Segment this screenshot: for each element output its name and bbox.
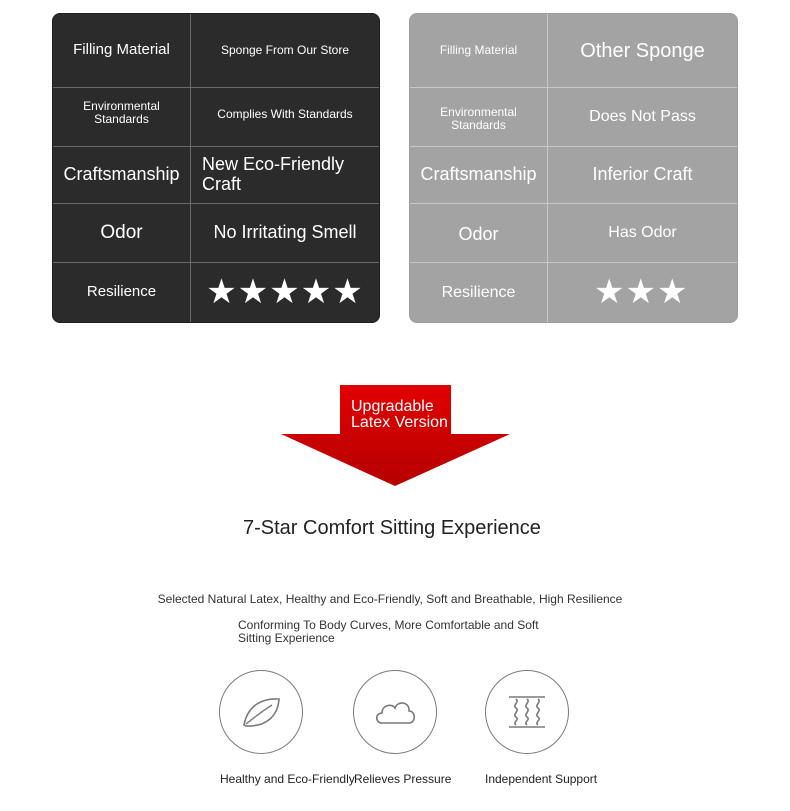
other-value-odor: Has Odor <box>548 204 737 263</box>
ours-label-odor: Odor <box>53 204 191 263</box>
feature-label-support: Independent Support <box>485 772 598 786</box>
ours-label-craftsmanship: Craftsmanship <box>53 147 191 204</box>
cloud-icon <box>353 670 437 754</box>
other-value-environmental: Does Not Pass <box>548 88 737 147</box>
ours-label-resilience: Resilience <box>53 263 191 322</box>
spring-icon <box>485 670 569 754</box>
ours-value-craftsmanship: New Eco-Friendly Craft <box>191 147 379 204</box>
leaf-icon <box>219 670 303 754</box>
section-subline-2: Conforming To Body Curves, More Comfortable and Soft Sitting Experience <box>238 618 539 645</box>
other-label-craftsmanship: Craftsmanship <box>410 147 548 204</box>
other-label-filling: Filling Material <box>410 14 548 88</box>
other-value-filling: Other Sponge <box>548 14 737 88</box>
other-rating-stars: ★★★ <box>594 272 689 311</box>
section-subline-1: Selected Natural Latex, Healthy and Eco-Friendly, Soft and Breathable, High Resilience <box>157 592 623 606</box>
ours-label-filling: Filling Material <box>53 14 191 88</box>
comparison-table-ours <box>52 13 380 323</box>
other-label-odor: Odor <box>410 204 548 263</box>
ours-label-environmental: Environmental Standards <box>53 88 191 147</box>
feature-label-pressure: Relieves Pressure <box>354 772 452 786</box>
other-value-craftsmanship: Inferior Craft <box>548 147 737 204</box>
comparison-table-other <box>409 13 738 323</box>
upgrade-banner-text: Upgradable Latex Version <box>351 398 448 431</box>
other-label-environmental: Environmental Standards <box>410 88 548 147</box>
ours-value-odor: No Irritating Smell <box>191 204 379 263</box>
ours-value-filling: Sponge From Our Store <box>191 14 379 88</box>
other-label-resilience: Resilience <box>410 263 548 322</box>
feature-label-eco: Healthy and Eco-Friendly <box>220 772 355 786</box>
ours-rating-stars: ★★★★★ <box>206 272 364 311</box>
section-headline: 7-Star Comfort Sitting Experience <box>243 517 541 539</box>
ours-value-environmental: Complies With Standards <box>191 88 379 147</box>
